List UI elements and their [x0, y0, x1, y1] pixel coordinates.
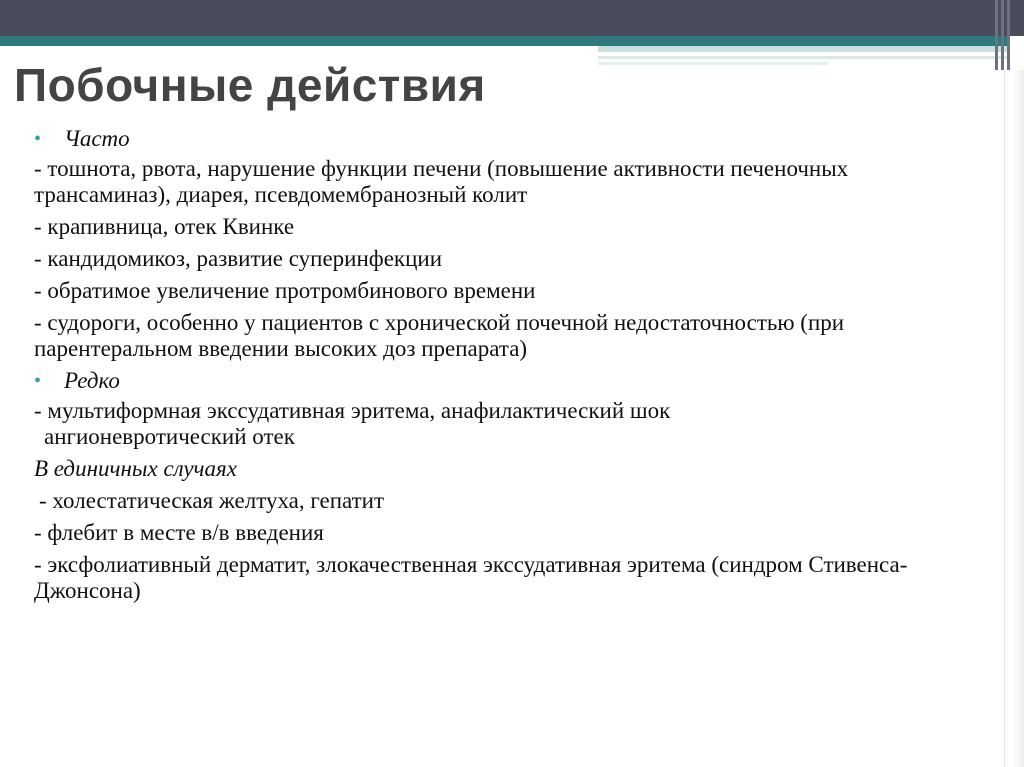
rare-label: Редко — [64, 368, 120, 393]
single-cases-heading: В единичных случаях — [34, 456, 237, 481]
rare-heading — [34, 368, 984, 394]
decor-stripe — [995, 0, 998, 70]
list-item: - крапивница, отек Квинке — [34, 214, 295, 239]
decor-stripe — [1007, 0, 1010, 70]
list-item: - флебит в месте в/в введения — [34, 520, 324, 545]
list-item: - холестатическая желтуха, гепатит — [39, 488, 385, 513]
accent-line — [598, 56, 1010, 59]
accent-line — [598, 46, 1010, 52]
list-item: - тошнота, рвота, нарушение функции печени (повышение активности печеночных трансаминаз), диарея, псевдомембранозный колит — [34, 156, 849, 207]
bullet-icon: • — [34, 370, 42, 392]
accent-line — [598, 62, 828, 65]
teal-band — [0, 36, 1010, 46]
header-band — [0, 0, 1024, 36]
list-item: - кандидомикоз, развитие суперинфекции — [34, 246, 443, 271]
frequent-heading — [34, 126, 984, 152]
slide-title: Побочные действия — [14, 59, 486, 111]
list-item: - эксфолиативный дерматит, злокачественная экссудативная эритема (синдром Стивенса-Джонсона) — [34, 552, 908, 603]
bullet-icon: • — [34, 128, 42, 150]
list-item: - мультиформная экссудативная эритема, анафилактический шок — [34, 398, 671, 423]
decor-stripe — [1001, 0, 1004, 70]
list-item: ангионевротический отек — [44, 424, 295, 449]
list-item: - обратимое увеличение протромбинового времени — [34, 278, 536, 303]
slide-content — [34, 126, 984, 610]
list-item: - судороги, особенно у пациентов с хронической почечной недостаточностью (при парентеральном введении высоких доз препарата) — [34, 310, 845, 361]
slide-shadow — [1012, 70, 1024, 767]
frequent-label: Часто — [64, 126, 130, 151]
slide-edge — [1004, 70, 1005, 767]
